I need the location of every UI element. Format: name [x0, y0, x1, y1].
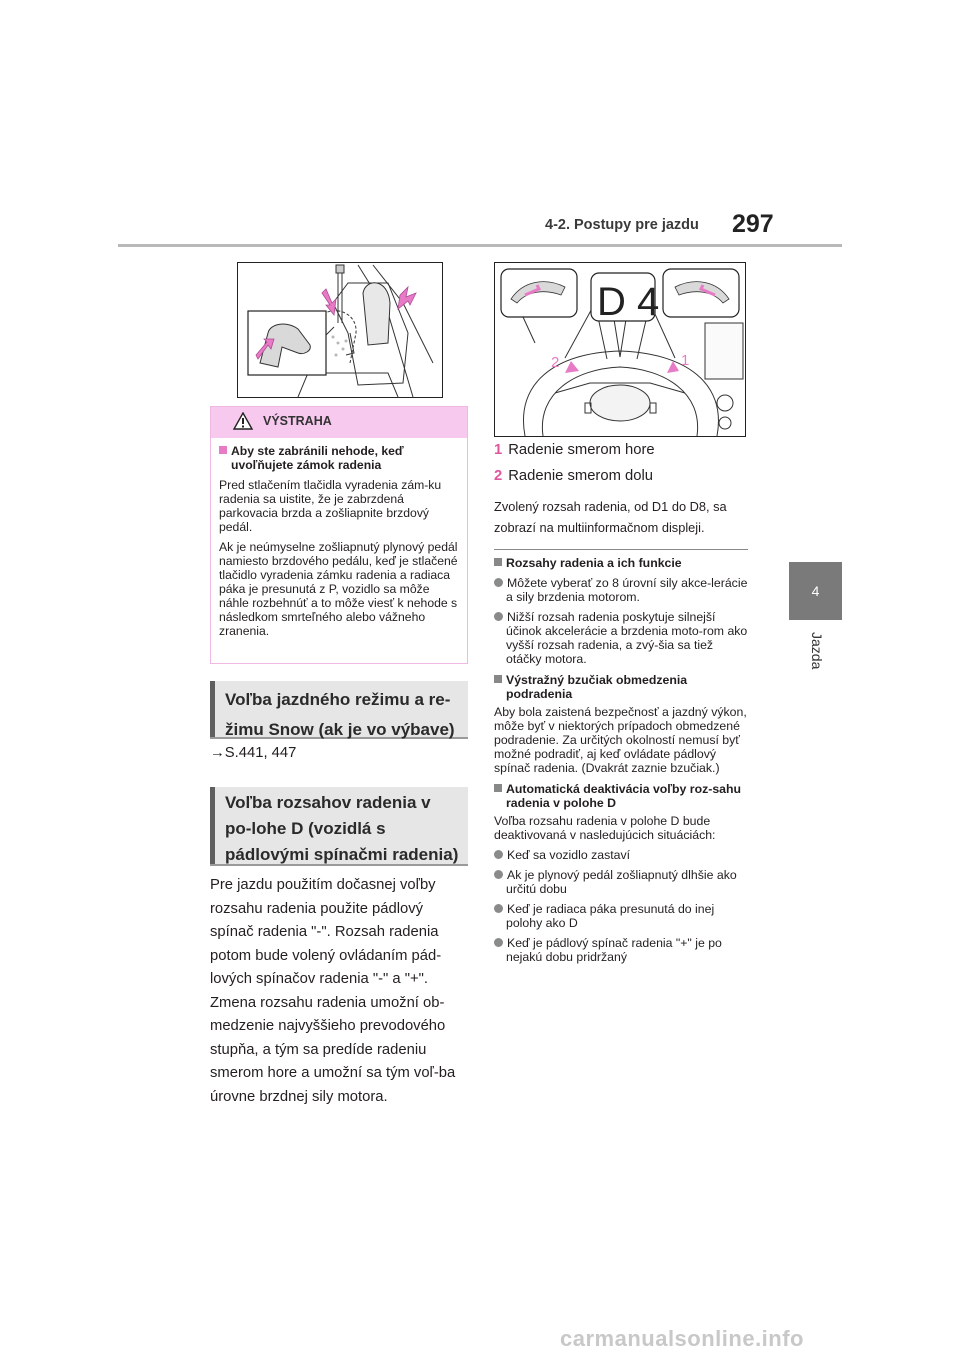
warning-title: VÝSTRAHA	[263, 414, 332, 428]
legend-item: 2 Radenie smerom dolu	[494, 467, 653, 484]
sub1-title-row: Rozsahy radenia a ich funkcie	[494, 556, 750, 570]
bullet-dot-icon	[494, 850, 503, 859]
section-2-body: Pre jazdu použitím dočasnej voľby rozsahu radenia použite pádlový spínač radenia "-". Rozsah radenia potom bude volený ovládaním pád-lových spínačov radenia "-" a "+". Zmena rozsahu radenia umožní ob-medzenie najvyššieho prevodového stupňa, a tým sa predíde radeniu smerom hore a umožní sa tým voľ-ba úrovne brzdnej sily motora.	[210, 877, 456, 1105]
steering-wheel-figure	[494, 262, 746, 437]
chapter-tab[interactable]: 4	[789, 562, 842, 620]
bullet-dot-icon	[494, 578, 503, 587]
sub2-body: Aby bola zaistená bezpečnosť a jazdný výkon, môže byť v niektorých prípadoch obmedzené podradenie. Za určitých okolností nemusí byť možné podradiť, aj keď ovládate pádlový spínač radenia. (Dvakrát zaznie bzučiak.)	[494, 705, 747, 775]
warning-para-1: Pred stlačením tlačidla vyradenia zám-ku radenia sa uistite, že je zabrzdená parkovacia brzda a zošliapnite brzdový pedál.	[219, 478, 442, 534]
section-header: 4-2. Postupy pre jazdu	[545, 217, 699, 233]
square-bullet-icon	[494, 558, 502, 566]
shift-lever-figure	[237, 262, 443, 398]
bullet-dot-icon	[494, 870, 503, 879]
legend-item: 1 Radenie smerom hore	[494, 442, 655, 458]
legend-list	[494, 439, 754, 488]
square-bullet-icon	[494, 675, 502, 683]
square-bullet-icon	[494, 784, 502, 792]
steering-wheel-illustration	[495, 263, 745, 436]
right-column-content	[494, 556, 750, 964]
header-rule	[118, 244, 842, 247]
divider	[494, 549, 748, 550]
bullet-dot-icon	[494, 904, 503, 913]
gear-display-text: D 4	[597, 280, 660, 324]
page-number: 297	[732, 210, 774, 238]
warning-box	[210, 406, 468, 664]
warning-heading: Aby ste zabránili nehode, keď uvoľňujete zámok radenia	[231, 444, 404, 472]
chapter-label	[789, 622, 842, 682]
bullet-dot-icon	[494, 612, 503, 621]
chapter-label-text: Jazda	[809, 632, 825, 670]
callout-1: 1	[681, 352, 690, 369]
square-bullet-icon	[219, 446, 227, 454]
warning-para-2: Ak je neúmyselne zošliapnutý plynový pedál namiesto brzdového pedálu, keď je stlačené tlačidlo vyradenia zámku radenia a radiaca páka je presunutá z P, vozidlo sa môže náhle rozbehnúť a to môže viesť k nehode s následkom smrteľného alebo vážneho zranenia.	[219, 540, 458, 638]
warning-heading-row	[219, 444, 459, 472]
shift-lever-illustration	[238, 263, 442, 397]
list-item: Keď je radiaca páka presunutá do inej polohy ako D	[494, 902, 750, 930]
watermark: carmanualsonline.info	[560, 1326, 804, 1351]
section-1	[210, 681, 468, 739]
section-2	[210, 787, 468, 866]
bullet-dot-icon	[494, 938, 503, 947]
range-note: Zvolený rozsah radenia, od D1 do D8, sa zobrazí na multiinformačnom displeji.	[494, 499, 727, 535]
sub3-body: Voľba rozsahu radenia v polohe D bude deaktivovaná v nasledujúcich situáciách:	[494, 814, 716, 842]
sub3-title-row: Automatická deaktivácia voľby roz-sahu radenia v polohe D	[494, 782, 750, 810]
list-item: Nižší rozsah radenia poskytuje silnejší účinok akcelerácie a brzdenia moto-rom ako vyšší rozsah radenia, a zvý-šia sa tiež otáčky motora.	[494, 610, 750, 666]
list-item: Môžete vyberať zo 8 úrovní sily akce-lerácie a sily brzdenia motorom.	[494, 576, 750, 604]
list-item: Keď je pádlový spínač radenia "+" je po nejakú dobu pridržaný	[494, 936, 750, 964]
list-item: Keď sa vozidlo zastaví	[494, 848, 750, 862]
warning-triangle-icon	[233, 412, 253, 430]
callout-2: 2	[551, 354, 560, 371]
warning-header	[211, 407, 467, 438]
list-item: Ak je plynový pedál zošliapnutý dlhšie ako určitú dobu	[494, 868, 750, 896]
section-1-reference[interactable]: →S.441, 447	[210, 745, 297, 761]
sub2-title-row: Výstražný bzučiak obmedzenia podradenia	[494, 673, 750, 701]
section-1-title: Voľba jazdného režimu a re-žimu Snow (ak je vo výbave)	[210, 681, 468, 737]
section-2-title: Voľba rozsahov radenia v po-lohe D (vozidlá s pádlovými spínačmi radenia)	[210, 787, 468, 864]
svg-text:D 4	[597, 280, 659, 324]
